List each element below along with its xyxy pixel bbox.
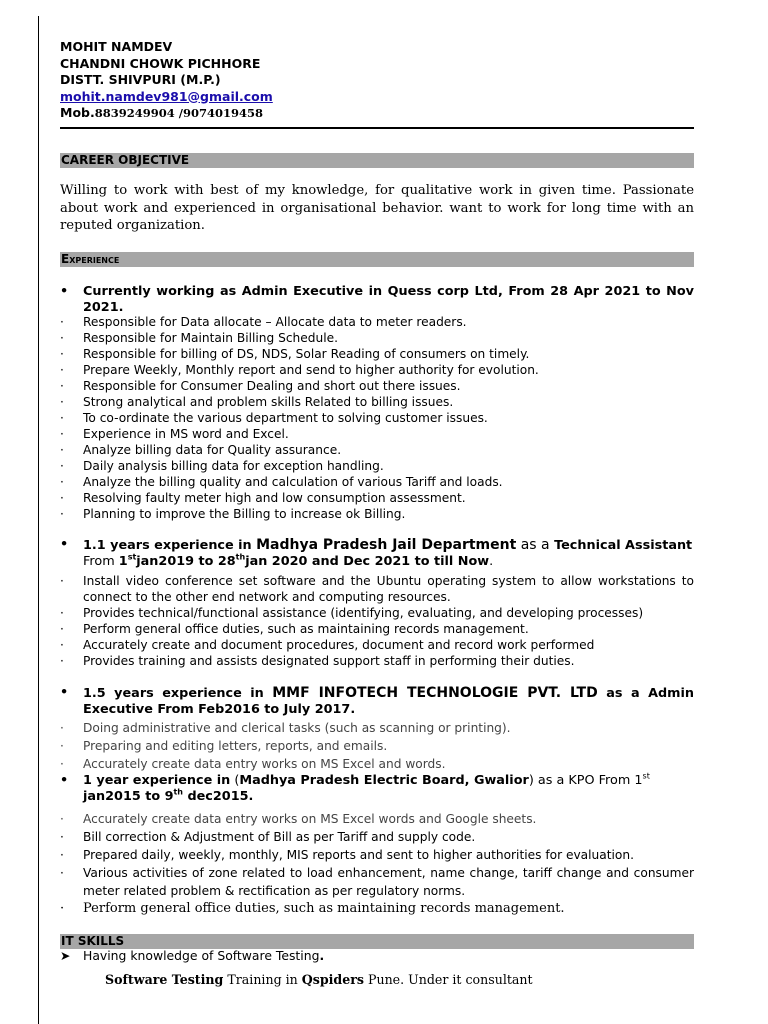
list-item: · Resolving faulty meter high and low consumption assessment.: [60, 490, 694, 506]
job-4-date-start: jan2015 to 9: [83, 789, 174, 804]
address-line-1: CHANDNI CHOWK PICHHORE: [60, 55, 261, 71]
career-objective-text: Willing to work with best of my knowledge, for qualitative work in given time. Passionate about work and experienced in organisational behavior. want to work for long time with an reputed organization.: [60, 183, 694, 233]
job-3-organization: MMF INFOTECH TECHNOLOGIE PVT. LTD: [272, 685, 598, 701]
list-item: · Perform general office duties, such as maintaining records management.: [60, 621, 694, 637]
training-connector: Training in: [223, 972, 302, 987]
experience-heading: Experience: [60, 252, 694, 267]
job-4-date-end-sup: th: [173, 787, 184, 797]
job-2-duration: 1.1 years experience in: [83, 538, 257, 553]
job-2-date-end: jan 2020 and Dec 2021 to till Now: [245, 554, 490, 569]
skills-item-period: .: [319, 948, 325, 963]
bullet-icon: •: [60, 773, 69, 788]
job-4-heading: [60, 773, 694, 805]
job-2-heading: [60, 537, 694, 570]
list-item: · Doing administrative and clerical tasks (such as scanning or printing).: [60, 719, 694, 737]
list-item: · Responsible for Data allocate – Allocate data to meter readers.: [60, 314, 694, 330]
arrow-bullet-icon: ➤: [60, 948, 71, 963]
job-2-date-start: 1: [118, 554, 128, 569]
job-3-heading: [60, 685, 694, 718]
mobile-label: Mob.: [60, 105, 95, 120]
training-location: Pune. Under it consultant: [363, 972, 533, 987]
mobile-number: 8839249904 /9074019458: [94, 106, 263, 120]
list-item: · Responsible for Consumer Dealing and short out there issues.: [60, 378, 694, 394]
job-2-period: .: [489, 554, 494, 569]
job-3-duration: 1.5 years experience in: [83, 686, 273, 701]
skills-item: [60, 948, 324, 964]
address-line-2: DISTT. SHIVPURI (M.P.): [60, 72, 221, 87]
list-item: · Responsible for billing of DS, NDS, Solar Reading of consumers on timely.: [60, 346, 694, 362]
list-item: · Install video conference set software and the Ubuntu operating system to allow workstations to connect to the other end network and computing resources.: [60, 573, 694, 605]
list-item: · Accurately create and document procedures, document and record work performed: [60, 637, 694, 653]
list-item: · Planning to improve the Billing to increase ok Billing.: [60, 506, 694, 522]
mobile-line: [60, 105, 273, 122]
bullet-icon: •: [60, 284, 69, 299]
page-margin-line: [38, 16, 39, 1024]
job-4-duties: [60, 810, 694, 918]
job-2-from: From: [83, 554, 119, 569]
job-2-date-end-sup: th: [235, 552, 246, 562]
list-item: · Provides training and assists designated support staff in performing their duties.: [60, 653, 694, 669]
job-1-heading: [60, 284, 694, 316]
job-2-role: Technical Assistant: [554, 538, 693, 553]
list-item: · Accurately create data entry works on MS Excel words and Google sheets.: [60, 810, 694, 828]
list-item: · Strong analytical and problem skills Related to billing issues.: [60, 394, 694, 410]
skills-item-text: Having knowledge of Software Testing: [83, 948, 320, 963]
job-2-duties: [60, 573, 694, 669]
job-4-duration: 1 year experience in: [83, 773, 231, 788]
job-4-paren-open: (: [230, 773, 240, 788]
it-skills-heading: IT SKILLS: [60, 934, 694, 949]
contact-header: [60, 39, 273, 122]
list-item: · To co-ordinate the various department to solving customer issues.: [60, 410, 694, 426]
job-4-role: ) as a KPO From 1: [528, 773, 643, 788]
list-item: · Daily analysis billing data for exception handling.: [60, 458, 694, 474]
list-item: · Preparing and editing letters, reports, and emails.: [60, 737, 694, 755]
job-2-date-range: jan2019 to 28: [136, 554, 236, 569]
list-item: · Prepare Weekly, Monthly report and send to higher authority for evolution.: [60, 362, 694, 378]
training-course: Software Testing: [105, 972, 224, 987]
job-3-duties: [60, 719, 694, 773]
list-item: · Experience in MS word and Excel.: [60, 426, 694, 442]
career-objective-heading: CAREER OBJECTIVE: [60, 153, 694, 168]
header-divider: [60, 127, 694, 129]
job-1-duties: [60, 314, 694, 522]
training-institute: Qspiders: [301, 972, 364, 987]
list-item: · Various activities of zone related to load enhancement, name change, tariff change and consumer meter related problem & rectification as per regulatory norms.: [60, 864, 694, 900]
list-item: · Responsible for Maintain Billing Schedule.: [60, 330, 694, 346]
job-2-organization: Madhya Pradesh Jail Department: [256, 537, 517, 553]
list-item: · Bill correction & Adjustment of Bill as per Tariff and supply code.: [60, 828, 694, 846]
job-2-as: as a: [516, 537, 555, 553]
bullet-icon: •: [60, 685, 69, 700]
job-4-date-end: dec2015.: [183, 789, 254, 804]
list-item: · Prepared daily, weekly, monthly, MIS reports and sent to higher authorities for evaluation.: [60, 846, 694, 864]
job-4-organization: Madhya Pradesh Electric Board, Gwalior: [239, 773, 529, 788]
list-item: · Perform general office duties, such as maintaining records management.: [60, 900, 694, 918]
job-4-date-start-sup: st: [642, 771, 650, 781]
list-item: · Accurately create data entry works on MS Excel and words.: [60, 755, 694, 773]
training-line: [105, 972, 533, 987]
list-item: · Analyze billing data for Quality assurance.: [60, 442, 694, 458]
list-item: · Provides technical/functional assistance (identifying, evaluating, and developing processes): [60, 605, 694, 621]
list-item: · Analyze the billing quality and calculation of various Tariff and loads.: [60, 474, 694, 490]
email-link[interactable]: mohit.namdev981@gmail.com: [60, 88, 273, 104]
job-3-role: as a Admin Executive From Feb2016 to July 2017.: [83, 686, 694, 717]
job-2-date-start-sup: st: [127, 552, 137, 562]
job-1-title: Currently working as Admin Executive in Quess corp Ltd, From 28 Apr 2021 to Nov 2021.: [83, 284, 694, 315]
candidate-name: MOHIT NAMDEV: [60, 39, 173, 54]
bullet-icon: •: [60, 537, 69, 552]
